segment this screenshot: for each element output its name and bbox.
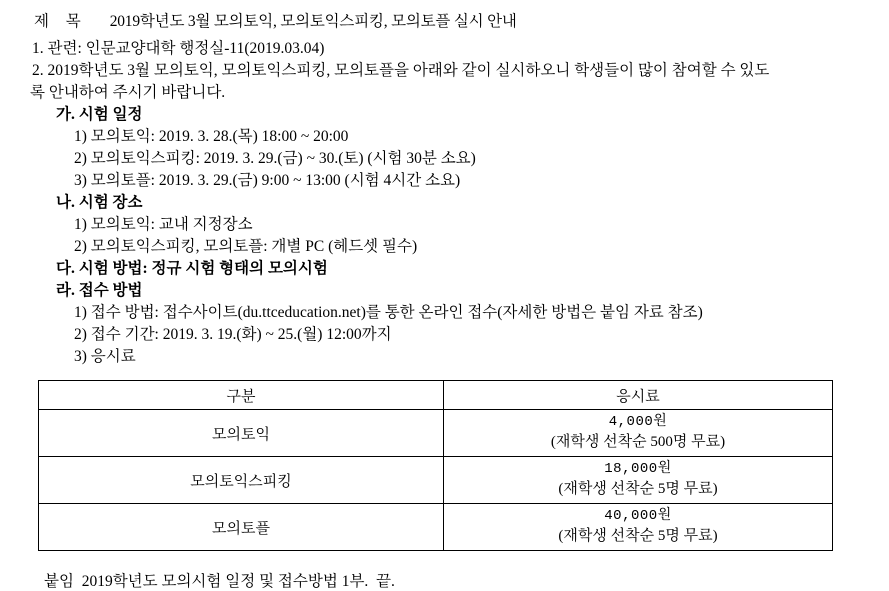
table-row [39,504,833,551]
column-header-category: 구분 [39,381,444,410]
cell-fee [444,410,833,457]
fee-note: (재학생 선착순 500명 무료) [550,434,726,451]
fee-note: (재학생 선착순 5명 무료) [558,481,718,498]
cell-fee [444,504,833,551]
body-line: 록 안내하여 주시기 바랍니다. [30,84,226,101]
title-label: 제 목 [34,13,84,30]
section-heading-exam-schedule: 가. 시험 일정 [56,106,143,123]
table-row [39,410,833,457]
cell-category: 모의토익스피킹 [39,457,444,504]
cell-category: 모의토플 [39,504,444,551]
cell-category: 모의토익 [39,410,444,457]
document-body [0,31,889,368]
body-line: 2) 모의토익스피킹, 모의토플: 개별 PC (헤드셋 필수) [74,238,418,255]
page-title: 2019학년도 3월 모의토익, 모의토익스피킹, 모의토플 실시 안내 [109,13,517,30]
document-title-row [0,0,889,31]
body-line: 1) 모의토익: 2019. 3. 28.(목) 18:00 ~ 20:00 [74,128,349,145]
body-line: 2) 접수 기간: 2019. 3. 19.(화) ~ 25.(월) 12:00까지 [74,326,392,343]
body-line: 2) 모의토익스피킹: 2019. 3. 29.(금) ~ 30.(토) (시험 30분 소요) [74,150,476,167]
fee-amount: 18,000원 [604,461,672,478]
body-line: 3) 모의토플: 2019. 3. 29.(금) 9:00 ~ 13:00 (시험 4시간 소요) [74,172,461,189]
section-heading-registration: 라. 접수 방법 [56,282,143,299]
fee-note: (재학생 선착순 5명 무료) [558,528,718,545]
body-line: 1) 접수 방법: 접수사이트(du.ttceducation.net)를 통한 온라인 접수(자세한 방법은 붙임 자료 참조) [74,304,703,321]
table-header-row [39,381,833,410]
fee-table [38,380,833,551]
section-heading-exam-method: 다. 시험 방법: 정규 시험 형태의 모의시험 [56,260,328,277]
fee-amount: 40,000원 [604,508,672,525]
section-heading-exam-location: 나. 시험 장소 [56,194,143,211]
fee-table-head [39,381,833,410]
column-header-fee: 응시료 [444,381,833,410]
fee-amount: 4,000원 [608,414,668,431]
attachment-note: 붙임 2019학년도 모의시험 일정 및 접수방법 1부. 끝. [44,573,395,590]
cell-fee [444,457,833,504]
body-line: 1) 모의토익: 교내 지정장소 [74,216,253,233]
fee-table-body [39,410,833,551]
table-row [39,457,833,504]
body-line: 2. 2019학년도 3월 모의토익, 모의토익스피킹, 모의토플을 아래와 같이 실시하오니 학생들이 많이 참여할 수 있도 [32,62,770,79]
body-line: 1. 관련: 인문교양대학 행정실-11(2019.03.04) [32,40,325,57]
body-line: 3) 응시료 [74,348,136,365]
